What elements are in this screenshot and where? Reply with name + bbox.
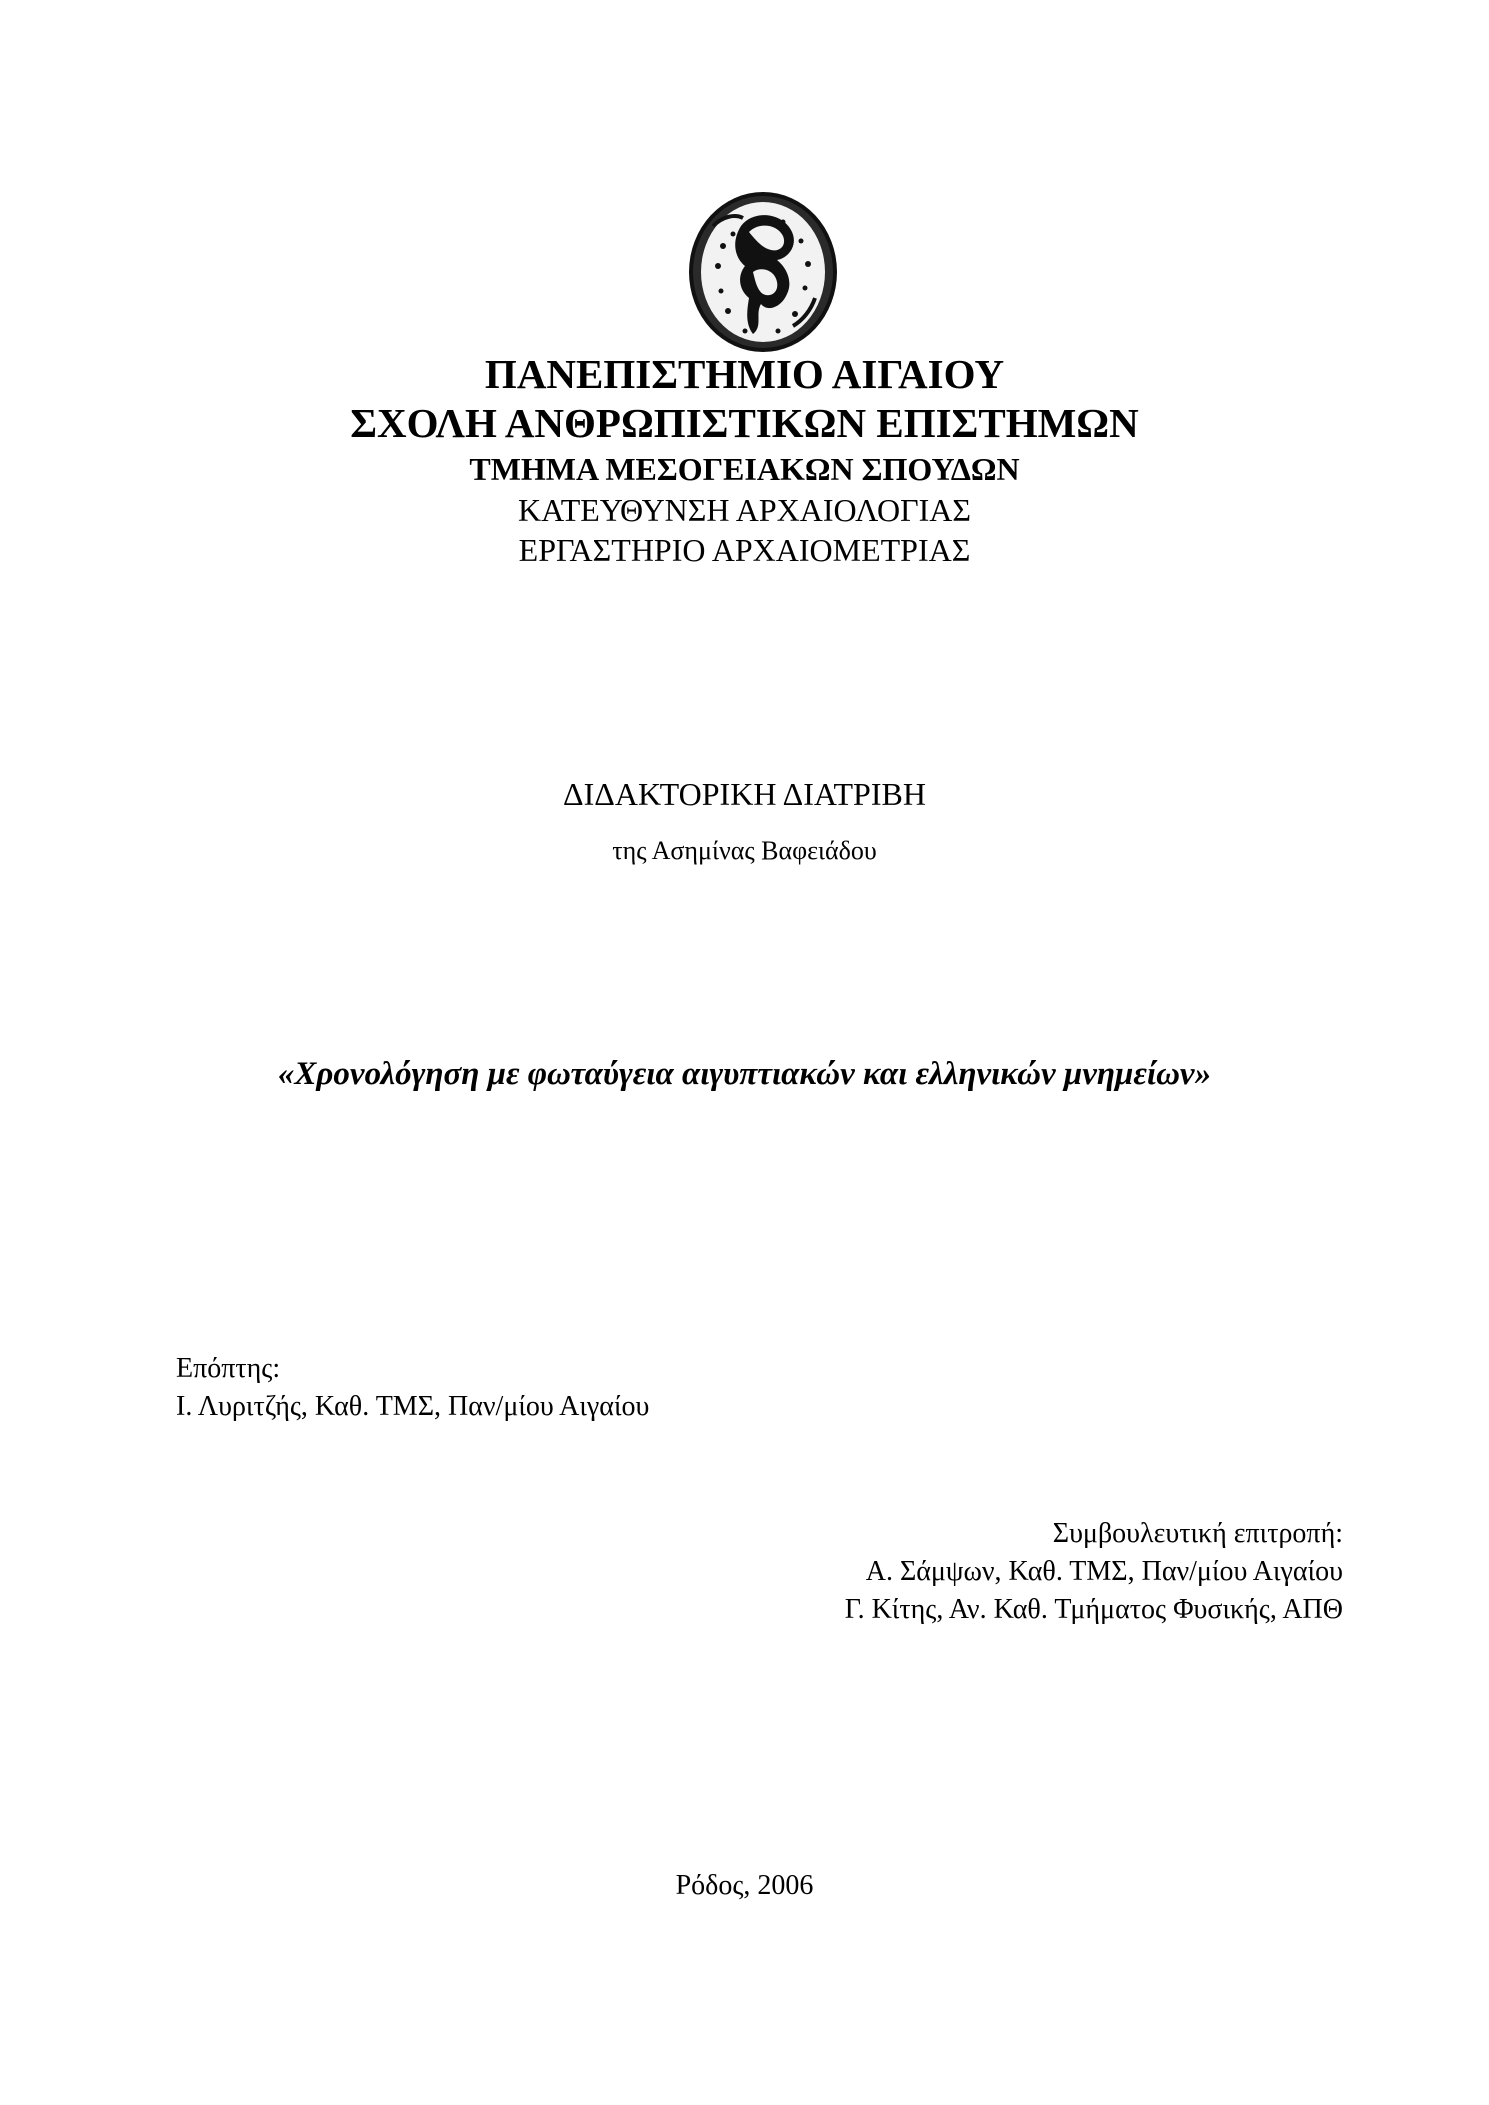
place-date: Ρόδος, 2006 <box>675 1870 814 1901</box>
document-type: ΔΙΔΑΚΤΟΡΙΚΗ ΔΙΑΤΡΙΒΗ <box>563 776 926 812</box>
committee-member: Α. Σάμψων, Καθ. ΤΜΣ, Παν/μίου Αιγαίου <box>865 1556 1343 1587</box>
committee-label: Συμβουλευτική επιτροπή: <box>1052 1518 1343 1549</box>
document-author: της Ασημίνας Βαφειάδου <box>612 836 877 865</box>
committee-member: Γ. Κίτης, Αν. Καθ. Τμήματος Φυσικής, ΑΠΘ <box>844 1594 1343 1625</box>
school-name: ΣΧΟΛΗ ΑΝΘΡΩΠΙΣΤΙΚΩΝ ΕΠΙΣΤΗΜΩΝ <box>350 400 1139 446</box>
university-name: ΠΑΝΕΠΙΣΤΗΜΙΟ ΑΙΓΑΙΟΥ <box>484 351 1005 397</box>
lab-name: ΕΡΓΑΣΤΗΡΙΟ ΑΡΧΑΙΟΜΕΤΡΙΑΣ <box>518 532 971 568</box>
department-name: ΤΜΗΜΑ ΜΕΣΟΓΕΙΑΚΩΝ ΣΠΟΥΔΩΝ <box>469 451 1020 487</box>
university-seal-icon <box>683 186 843 356</box>
committee-block <box>845 1515 1343 1629</box>
supervisor-label: Επόπτης: <box>176 1353 281 1384</box>
supervisor-name: Ι. Λυριτζής, Καθ. ΤΜΣ, Παν/μίου Αιγαίου <box>176 1391 650 1422</box>
thesis-title: «Χρονολόγηση με φωταύγεια αιγυπτιακών και ελληνικών μνημείων» <box>277 1056 1212 1092</box>
direction-name: ΚΑΤΕΥΘΥΝΣΗ ΑΡΧΑΙΟΛΟΓΙΑΣ <box>517 492 971 528</box>
supervisor-block <box>176 1350 649 1426</box>
